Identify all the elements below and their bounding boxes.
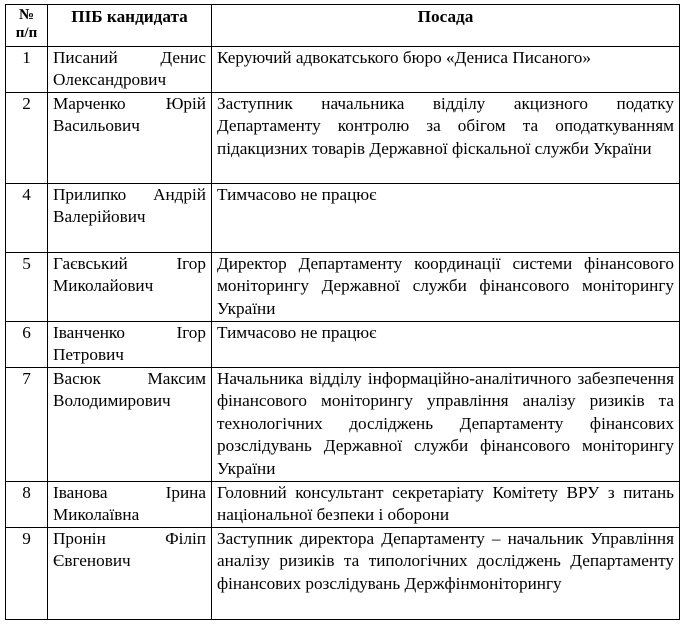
header-number: № п/п [6, 5, 48, 47]
candidate-name: Іванченко Ігор Петрович [48, 322, 212, 368]
row-number: 5 [6, 253, 48, 322]
candidate-position: Тимчасово не працює [212, 184, 680, 253]
header-position: Посада [212, 5, 680, 47]
row-number: 2 [6, 93, 48, 184]
table-row [6, 93, 680, 184]
candidate-name: Прилипко Андрій Валерійович [48, 184, 212, 253]
candidate-name: Васюк Максим Володимирович [48, 368, 212, 482]
candidate-name: Пронін Філіп Євгенович [48, 528, 212, 620]
table-row [6, 47, 680, 93]
candidate-name: Гаєвський Ігор Миколайович [48, 253, 212, 322]
candidate-position: Керуючий адвокатського бюро «Дениса Писаного» [212, 47, 680, 93]
table-row [6, 482, 680, 528]
row-number: 6 [6, 322, 48, 368]
candidate-position: Головний консультант секретаріату Комітету ВРУ з питань національної безпеки і оборони [212, 482, 680, 528]
candidate-position: Директор Департаменту координації системи фінансового моніторингу Державної служби фінансового моніторингу України [212, 253, 680, 322]
candidates-table-wrapper [5, 4, 680, 620]
candidate-position: Тимчасово не працює [212, 322, 680, 368]
table-row [6, 253, 680, 322]
table-row [6, 184, 680, 253]
candidate-position: Заступник начальника відділу акцизного податку Департаменту контролю за обігом та оподаткуванням підакцизних товарів Державної фіскальної служби України [212, 93, 680, 184]
header-name: ПІБ кандидата [48, 5, 212, 47]
table-header-row [6, 5, 680, 47]
candidates-table [5, 4, 680, 620]
table-row [6, 528, 680, 620]
table-row [6, 322, 680, 368]
row-number: 4 [6, 184, 48, 253]
row-number: 1 [6, 47, 48, 93]
candidate-name: Іванова Ірина Миколаївна [48, 482, 212, 528]
row-number: 8 [6, 482, 48, 528]
table-row [6, 368, 680, 482]
row-number: 9 [6, 528, 48, 620]
candidate-name: Писаний Денис Олександрович [48, 47, 212, 93]
row-number: 7 [6, 368, 48, 482]
candidate-name: Марченко Юрій Васильович [48, 93, 212, 184]
candidate-position: Начальника відділу інформаційно-аналітичного забезпечення фінансового моніторингу управління аналізу ризиків та технологічних досліджень Департаменту фінансових розслідувань Державної служби фінансового моніторингу України [212, 368, 680, 482]
candidate-position: Заступник директора Департаменту – начальник Управління аналізу ризиків та типологічних досліджень Департаменту фінансових розслідувань Держфінмоніторингу [212, 528, 680, 620]
